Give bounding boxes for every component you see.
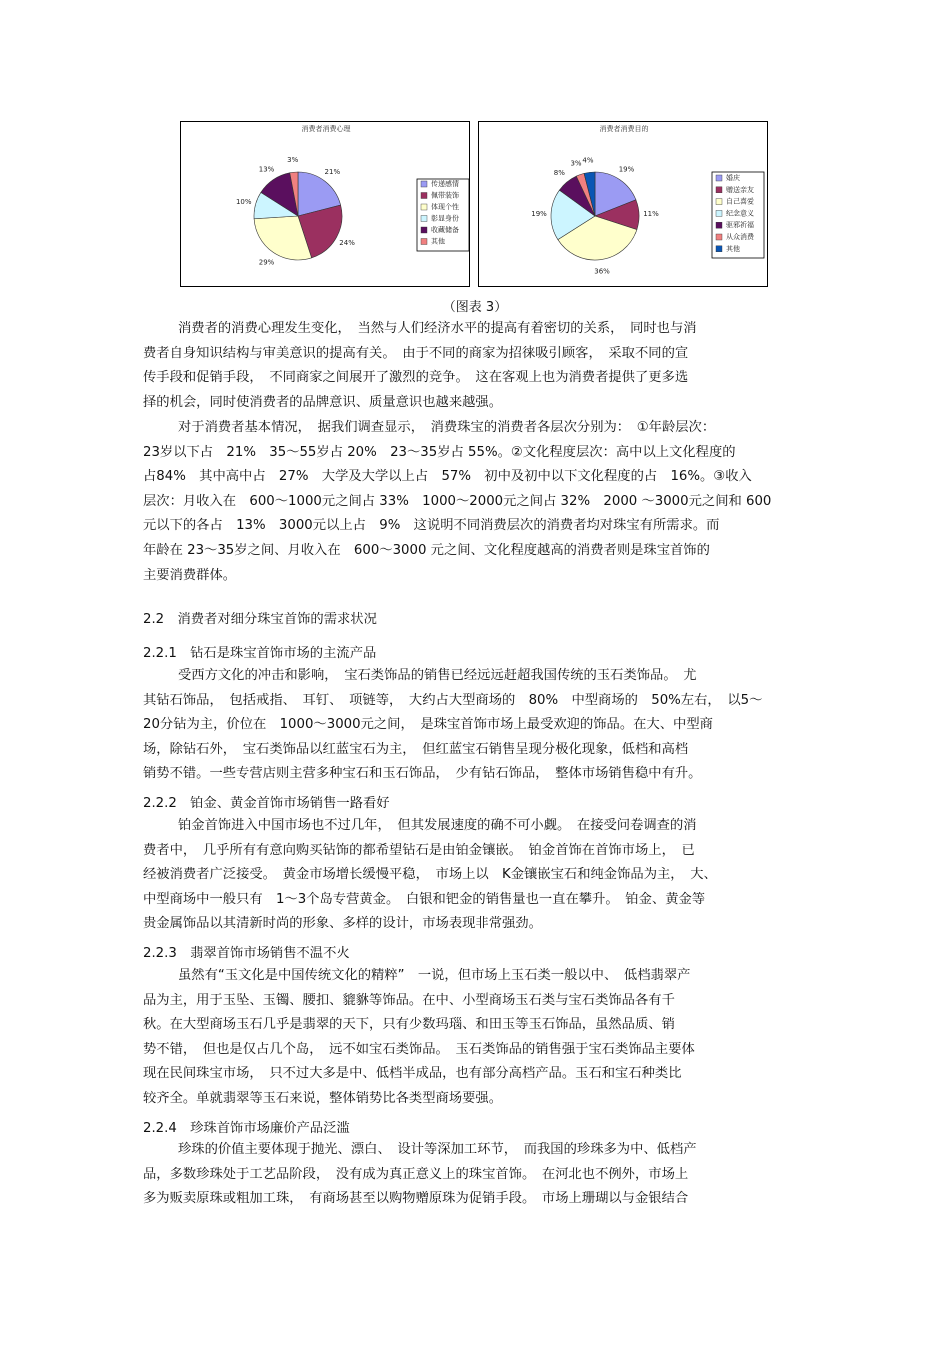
text-line: 择的机会，同时使消费者的品牌意识、质量意识也越来越强。	[143, 394, 503, 410]
text-line: 经被消费者广泛接受。 黄金市场增长缓慢平稳， 市场上以 K金镶嵌宝石和纯金饰品为主， 大、	[143, 867, 717, 883]
pie-label-5: 13%	[258, 165, 275, 174]
legend-swatch-4	[716, 210, 722, 216]
pie-label-3: 29%	[258, 258, 275, 267]
legend-swatch-3	[716, 199, 722, 205]
text-line: 销势不错。一些专营店则主营多种宝石和玉石饰品， 少有钻石饰品， 整体市场销售稳中有升。	[143, 766, 702, 782]
pie-slices	[254, 172, 342, 260]
paragraph-platinum-gold	[143, 814, 813, 937]
pie-chart-svg	[479, 122, 769, 288]
text-line: 占84% 其中高中占 27% 大学及大学以上占 57% 初中及初中以下文化程度的占 16%。③收入	[143, 469, 752, 485]
text-line: 对于消费者基本情况， 据我们调查显示， 消费珠宝的消费者各层次分别为： ①年龄层次：	[178, 420, 716, 435]
legend-label-3: 自己喜爱	[726, 197, 754, 206]
text-line: 珍珠的价值主要体现于抛光、漂白、 设计等深加工环节， 而我国的珍珠多为中、低档产	[178, 1142, 697, 1157]
chart-title: 消费者消费心理	[301, 125, 351, 133]
text-line: 其钻石饰品， 包括戒指、 耳钉、 项链等， 大约占大型商场的 80% 中型商场的 50%左右， 以5～	[143, 692, 763, 708]
text-line: 消费者的消费心理发生变化， 当然与人们经济水平的提高有着密切的关系， 同时也与消	[178, 321, 697, 336]
text-line: 虽然有“玉文化是中国传统文化的精粹” 一说，但市场上玉石类一般以中、 低档翡翠产	[178, 968, 691, 983]
legend-swatch-5	[716, 222, 722, 228]
pie-label-4: 10%	[235, 198, 252, 207]
legend-swatch-1	[421, 181, 427, 187]
legend-label-1: 传递感情	[431, 180, 459, 188]
text-line: 传手段和促销手段， 不同商家之间展开了激烈的竞争。 这在客观上也为消费者提供了更多选	[143, 370, 689, 386]
text-line: 品，多数珍珠处于工艺品阶段， 没有成为真正意义上的珠宝首饰。 在河北也不例外，市场上	[143, 1166, 689, 1182]
text-line: 费者自身知识结构与审美意识的提高有关。 由于不同的商家为招徕吸引顾客， 采取不同的宣	[143, 345, 689, 361]
pie-label-2: 11%	[643, 210, 659, 219]
chart-title: 消费者消费目的	[599, 125, 649, 133]
legend-swatch-6	[421, 239, 427, 245]
legend-label-5: 驱邪祈福	[726, 221, 754, 230]
text-line: 品为主，用于玉坠、玉镯、腰扣、貔貅等饰品。在中、小型商场玉石类与宝石类饰品各有千	[143, 992, 675, 1008]
section-heading-2-2-1: 2.2.1 钻石是珠宝首饰市场的主流产品	[143, 646, 377, 661]
pie-label-7: 4%	[582, 156, 594, 165]
pie-label-1: 21%	[324, 167, 341, 176]
text-line: 元以下的各占 13% 3000元以上占 9% 这说明不同消费层次的消费者均对珠宝有所需求。而	[143, 518, 720, 534]
text-line: 多为贩卖原珠或粗加工珠， 有商场甚至以购物赠原珠为促销手段。 市场上珊瑚以与金银结合	[143, 1191, 689, 1207]
text-line: 铂金首饰进入中国市场也不过几年， 但其发展速度的确不可小觑。 在接受问卷调查的消	[178, 818, 697, 833]
pie-label-3: 36%	[594, 267, 610, 276]
legend-swatch-2	[421, 193, 427, 199]
text-line: 层次：月收入在 600～1000元之间占 33% 1000～2000元之间占 32% 2000 ～3000元之间和 600	[143, 493, 772, 509]
pie-chart-consumer-purpose	[478, 121, 768, 287]
paragraph-diamond	[143, 664, 813, 787]
section-heading-2-2-3: 2.2.3 翡翠首饰市场销售不温不火	[143, 946, 350, 961]
paragraph-jade	[143, 964, 813, 1112]
legend-label-1: 婚庆	[726, 174, 740, 182]
pie-chart-svg	[181, 122, 471, 288]
legend-label-4: 彰显身份	[431, 214, 459, 223]
text-line: 23岁以下占 21% 35～55岁占 20% 23～35岁占 55%。②文化程度层次：高中以上文化程度的	[143, 444, 736, 460]
pie-label-5: 8%	[553, 168, 565, 177]
pie-label-6: 3%	[287, 156, 299, 165]
legend-swatch-4	[421, 216, 427, 222]
legend-label-2: 赠送亲友	[726, 185, 754, 194]
paragraph-consumer-psychology	[143, 317, 813, 415]
figure-caption: （图表 3）	[442, 300, 508, 315]
section-heading-2-2: 2.2 消费者对细分珠宝首饰的需求状况	[143, 612, 377, 627]
paragraph-consumer-basics	[143, 416, 813, 588]
section-heading-2-2-2: 2.2.2 铂金、黄金首饰市场销售一路看好	[143, 796, 390, 811]
pie-label-6: 3%	[570, 159, 582, 168]
pie-chart-consumer-psychology	[180, 121, 470, 287]
legend-swatch-1	[716, 175, 722, 181]
text-line: 现在民间珠宝市场， 只不过大多是中、低档半成品，也有部分高档产品。玉石和宝石种类比	[143, 1066, 682, 1082]
text-line: 较齐全。单就翡翠等玉石来说，整体销势比各类型商场要强。	[143, 1090, 503, 1106]
legend-swatch-2	[716, 187, 722, 193]
text-line: 费者中， 几乎所有有意向购买钻饰的都希望钻石是由铂金镶嵌。 铂金首饰在首饰市场上， 已	[143, 842, 695, 858]
legend-label-6: 其他	[431, 237, 445, 246]
legend-label-4: 纪念意义	[726, 209, 754, 218]
pie-label-4: 19%	[531, 210, 547, 219]
text-line: 主要消费群体。	[143, 567, 237, 583]
text-line: 中型商场中一般只有 1～3个岛专营黄金。 白银和钯金的销售量也一直在攀升。 铂金、黄金等	[143, 891, 706, 907]
text-line: 势不错， 但也是仅占几个岛， 远不如宝石类饰品。 玉石类饰品的销售强于宝石类饰品主要体	[143, 1041, 695, 1057]
legend-label-3: 体现个性	[431, 203, 459, 211]
section-heading-2-2-4: 2.2.4 珍珠首饰市场廉价产品泛滥	[143, 1121, 350, 1136]
legend-swatch-6	[716, 234, 722, 240]
legend-label-5: 收藏储备	[431, 226, 459, 234]
legend-label-2: 佩带装饰	[431, 191, 459, 200]
legend-label-7: 其他	[726, 244, 740, 253]
pie-label-1: 19%	[618, 165, 635, 174]
text-line: 秋。在大型商场玉石几乎是翡翠的天下，只有少数玛瑙、和田玉等玉石饰品，虽然品质、销	[143, 1017, 675, 1033]
paragraph-pearl	[143, 1138, 813, 1212]
pie-label-2: 24%	[339, 238, 355, 247]
text-line: 年龄在 23～35岁之间、月收入在 600～3000 元之间、文化程度越高的消费者则是珠宝首饰的	[143, 542, 710, 558]
legend-swatch-3	[421, 204, 427, 210]
text-line: 场，除钻石外， 宝石类饰品以红蓝宝石为主， 但红蓝宝石销售呈现分极化现象，低档和高档	[143, 741, 689, 757]
legend-swatch-5	[421, 227, 427, 233]
text-line: 20分钻为主，价位在 1000～3000元之间， 是珠宝首饰市场上最受欢迎的饰品。在大、中型商	[143, 717, 713, 733]
text-line: 受西方文化的冲击和影响， 宝石类饰品的销售已经远远赶超我国传统的玉石类饰品。 尤	[178, 668, 697, 683]
legend-swatch-7	[716, 246, 722, 252]
text-line: 贵金属饰品以其清新时尚的形象、多样的设计，市场表现非常强劲。	[143, 916, 542, 932]
legend-label-6: 从众消费	[726, 233, 754, 241]
pie-slices	[551, 172, 639, 260]
